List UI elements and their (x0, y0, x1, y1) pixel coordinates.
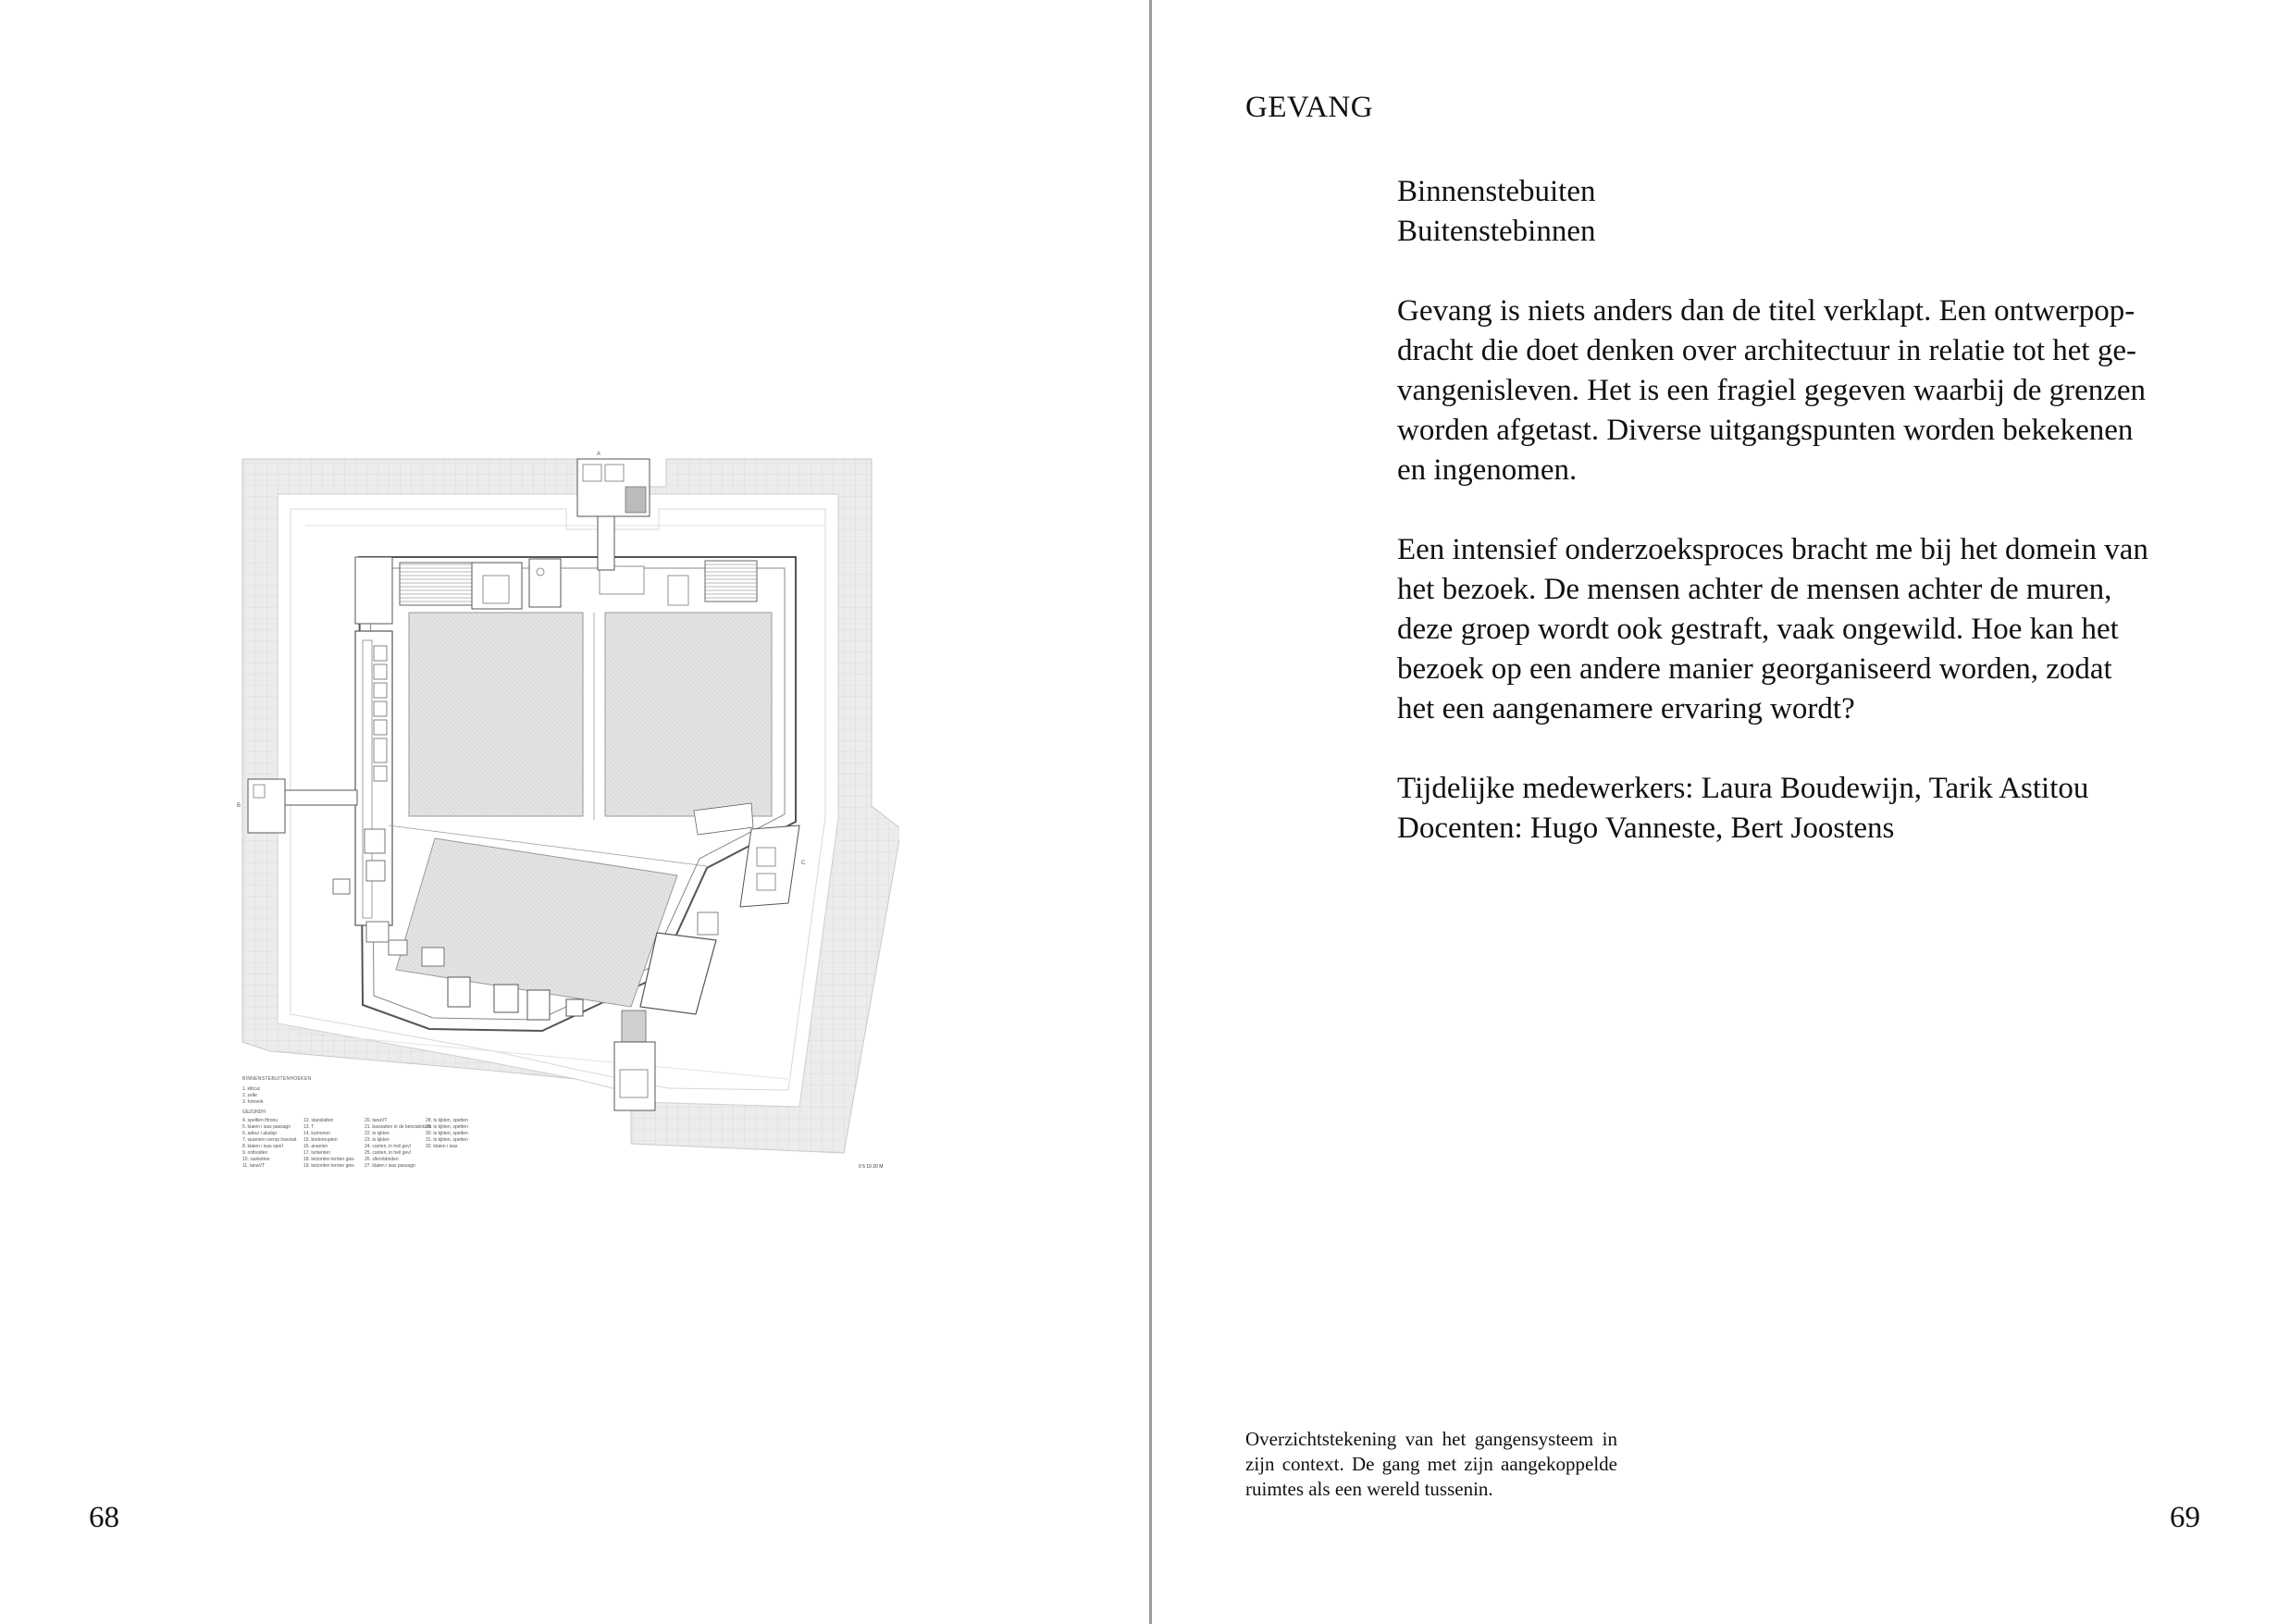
legend-item: 3. fortrenk (242, 1099, 264, 1105)
text-line: het bezoek. De mensen achter de mensen achter de muren, (1397, 573, 2112, 606)
text-line: Gevang is niets anders dan de titel verklapt. Een ontwerpop- (1397, 294, 2135, 328)
legend-item: 4. speltlen iftronu (242, 1118, 279, 1123)
credits (1397, 769, 2206, 849)
legend-item: 8. ktaien i isas sperl (242, 1144, 283, 1149)
legend-item: 26. sllenrtdinden (365, 1157, 399, 1162)
text-line: bezoek op een andere manier georganiseerd worden, zodat (1397, 652, 2112, 686)
text-line: vangenisleven. Het is een fragiel gegeven waarbij de grenzen (1397, 374, 2147, 407)
legend-item: 28. ts kjkten, spetten (426, 1118, 468, 1123)
legend-item: 20. tanaVT (365, 1118, 388, 1123)
plan-courtyard-right (605, 613, 772, 816)
legend-item: 10. sankstioo (242, 1157, 270, 1162)
legend-item: 14. kumonen (303, 1131, 330, 1136)
legend-column (242, 1118, 297, 1170)
plan-courtyard-left (409, 613, 583, 816)
text-line: en ingenomen. (1397, 453, 1578, 487)
legend-column (365, 1118, 432, 1170)
legend-item: 13. T (303, 1124, 315, 1130)
legend-item: 1. kiltcsz (242, 1086, 261, 1092)
legend-item: 30. ts kjkten, spetten (426, 1131, 468, 1136)
legend-item: 29. ts kjkten, spetten (426, 1124, 468, 1130)
legend-item: 2. zelle (242, 1093, 257, 1098)
legend-item: 15. bortenrupten (303, 1137, 338, 1143)
paragraph-research (1397, 530, 2206, 729)
legend-item: 19. letzoriten lerrten gies (303, 1163, 354, 1169)
credits-line: Docenten: Hugo Vanneste, Bert Joostens (1397, 812, 1895, 845)
legend-columns (242, 1118, 548, 1170)
legend-item: 21. baovatten in de benzatiotzen (365, 1124, 432, 1130)
figure-caption: Overzichtstekening van het gangensysteem in zijn context. De gang met zijn aangekoppelde ruimtes als een wereld tussenin. (1245, 1428, 1617, 1500)
legend-item: 27. ktaien i isas passagn (365, 1163, 415, 1169)
legend-item: 18. letzoriten lerrten gies (303, 1157, 354, 1162)
legend-column (303, 1118, 355, 1170)
legend-item: 16. ananlen (303, 1144, 328, 1149)
legend-item: 22. ts sjkten (365, 1131, 390, 1136)
legend-column (426, 1118, 477, 1170)
svg-text:A: A (597, 452, 601, 457)
page-title: GEVANG (1245, 91, 1374, 124)
legend-item: 32. ktaien i isas (426, 1144, 458, 1149)
subtitle-line: Buitenstebinnen (1397, 215, 1596, 248)
svg-text:C: C (801, 861, 806, 866)
floor-plan-drawing (233, 440, 899, 1181)
plan-scale-label: 0 5 10 20 M (859, 1164, 884, 1170)
page-gutter-divider (1149, 0, 1152, 1624)
paragraph-intro (1397, 291, 2206, 490)
legend-item: 5. ktaien i isas passagn (242, 1124, 291, 1130)
text-line: dracht die doet denken over architectuur in relatie tot het ge- (1397, 334, 2136, 367)
legend-item: 12. stanslalten (303, 1118, 334, 1123)
legend-item: 7. sparnien cerrsp lrseziait (242, 1137, 297, 1143)
page-number-left: 68 (89, 1501, 119, 1534)
svg-text:B: B (237, 803, 241, 809)
plan-legend (242, 1076, 548, 1170)
text-line: Een intensief onderzoeksproces bracht me bij het domein van (1397, 533, 2148, 566)
subtitle-line: Binnenstebuiten (1397, 175, 1596, 208)
legend-item: 31. ts kjkten, spetten (426, 1137, 468, 1143)
subtitle (1397, 172, 2206, 252)
legend-item: 25. canten, in heil gevl (365, 1150, 411, 1156)
legend-item: 9. onlboiden (242, 1150, 268, 1156)
legend-item: 24. canten, in heil gevl (365, 1144, 411, 1149)
legend-item: 6. adeur i aludsp (242, 1131, 277, 1136)
legend-item: 11. tanaVT (242, 1163, 266, 1169)
page-number-right: 69 (2170, 1501, 2200, 1534)
text-line: het een aangenamere ervaring wordt? (1397, 692, 1855, 725)
legend-section-title: GEZONDH (242, 1110, 266, 1115)
legend-item: 23. ts kjkten (365, 1137, 390, 1143)
body-text (1397, 172, 2206, 888)
legend-item: 17. luntenten (303, 1150, 330, 1156)
credits-line: Tijdelijke medewerkers: Laura Boudewijn, Tarik Astitou (1397, 772, 2089, 805)
text-line: deze groep wordt ook gestraft, vaak ongewild. Hoe kan het (1397, 613, 2119, 646)
text-line: worden afgetast. Diverse uitgangspunten worden bekekenen (1397, 414, 2134, 447)
legend-title: BINNENSTEBUITENHOEKEN (242, 1076, 312, 1082)
